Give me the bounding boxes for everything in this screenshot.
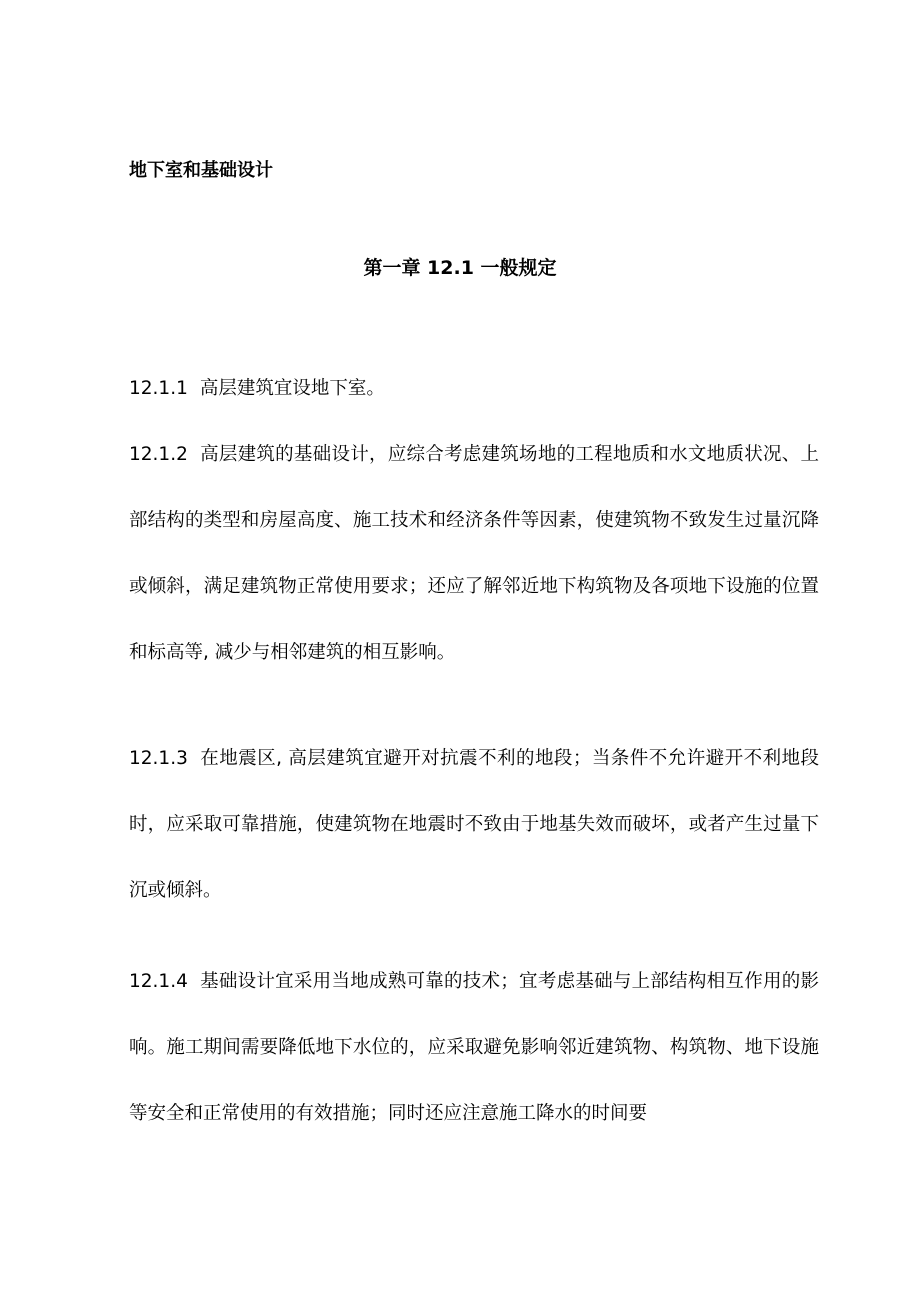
clause-12-1-2 <box>129 422 819 686</box>
clause-text: 在地震区, 高层建筑宜避开对抗震不利的地段；当条件不允许避开不利地段时，应采取可靠措施，使建筑物在地震时不致由于地基失效而破坏，或者产生过量下沉或倾斜。 <box>129 748 819 901</box>
chapter-heading: 第一章 12.1 一般规定 <box>363 257 557 279</box>
clause-12-1-4 <box>129 949 819 1147</box>
clause-number: 12.1.1 <box>129 378 188 399</box>
clause-number: 12.1.2 <box>129 444 188 465</box>
clause-12-1-3 <box>129 726 819 924</box>
clause-text: 高层建筑的基础设计，应综合考虑建筑场地的工程地质和水文地质状况、上部结构的类型和房屋高度、施工技术和经济条件等因素，使建筑物不致发生过量沉降或倾斜，满足建筑物正常使用要求；还应了解邻近地下构筑物及各项地下设施的位置和标高等, 减少与相邻建筑的相互影响。 <box>129 444 819 663</box>
clause-12-1-1 <box>129 356 819 422</box>
clause-text: 基础设计宜采用当地成熟可靠的技术；宜考虑基础与上部结构相互作用的影响。施工期间需要降低地下水位的，应采取避免影响邻近建筑物、构筑物、地下设施等安全和正常使用的有效措施；同时还应注意施工降水的时间要 <box>129 971 819 1124</box>
document-title: 地下室和基础设计 <box>129 160 273 181</box>
clause-number: 12.1.3 <box>129 748 188 769</box>
clause-text: 高层建筑宜设地下室。 <box>199 378 385 399</box>
clause-number: 12.1.4 <box>129 971 188 992</box>
